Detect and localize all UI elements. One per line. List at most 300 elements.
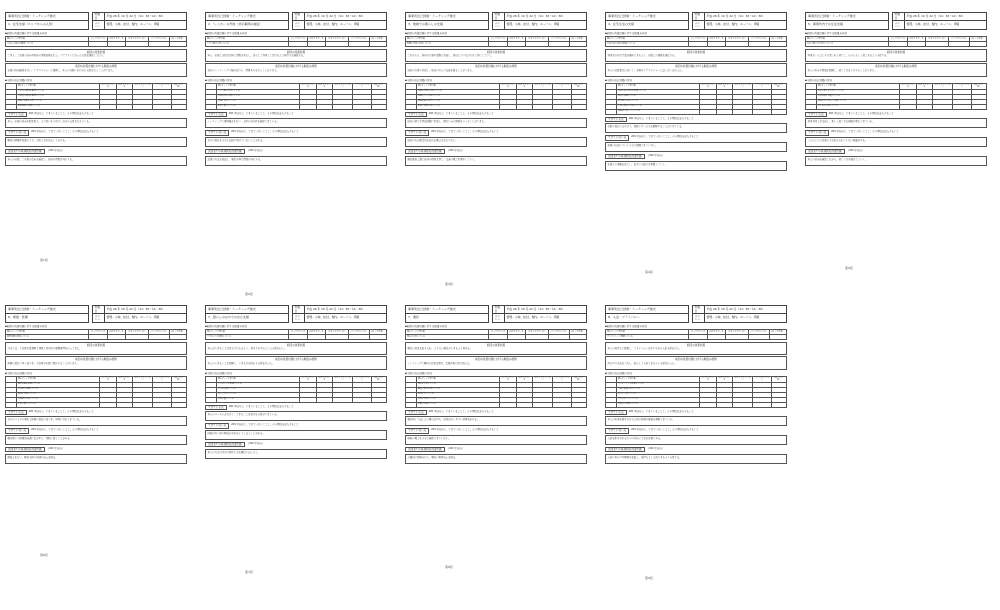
header-cell: あまりできていない <box>526 330 549 335</box>
table-cell <box>149 42 170 47</box>
todo-text: 地域の方が事業所を訪れる機会がまだ少ない。 <box>407 139 458 143</box>
header-cell: よくできている <box>700 83 716 89</box>
header-cell: DF（非実施） <box>769 37 786 42</box>
prev-result-caption: 前回の改善計画に対する取組み結果 <box>275 65 317 69</box>
table-cell: ケア方針を共有している <box>216 89 299 94</box>
next-text: 勉強会を行い、職員全体の知識の向上を図る。 <box>7 455 58 459</box>
date-value: 平成 26 年 10 月 22 日（11：30〜14：30） <box>306 306 365 311</box>
member-row <box>292 21 387 30</box>
header-cell: ほぼできている <box>307 37 326 42</box>
next-text: 運営推進会議で地域の情報を得て、交流の機会を増やしていく。 <box>407 157 477 161</box>
next-text: 家族との連絡を密にし、在宅での様子を把握していく。 <box>607 162 668 166</box>
member-label: メンバー <box>893 21 905 29</box>
table-cell: 役割を持てるよう支援している <box>816 99 899 104</box>
todo-box <box>405 435 587 445</box>
table-cell <box>926 42 949 47</box>
done-header <box>605 410 787 415</box>
todo-note: 200 字以内で、できていないことと、その理由を記入すること <box>431 428 499 432</box>
header-right <box>692 12 787 30</box>
table-cell <box>907 42 926 47</box>
todo-box <box>5 137 187 147</box>
table-cell <box>349 42 370 47</box>
done-text: ミーティングで事例検討を行い、支援の方向性を確認できている。 <box>207 120 279 124</box>
todo-text: 研修の機会を十分に確保できていない。 <box>407 437 451 441</box>
header-cell: よくできている <box>100 83 116 89</box>
done-header <box>5 410 187 415</box>
prev-eval-table <box>205 329 387 340</box>
prev-plan-text: これからも、地域の行事や活動に参加し、地域とのつながりを大切にしていく。 <box>407 53 494 57</box>
date-row <box>92 305 187 314</box>
table-cell <box>171 104 186 109</box>
header-cell: ほぼできている <box>307 330 326 335</box>
table-cell <box>307 42 326 47</box>
table-cell <box>316 397 332 402</box>
date-row <box>292 305 387 314</box>
prev-plan-box <box>605 49 787 62</box>
table-cell <box>769 42 786 47</box>
table-cell <box>549 42 570 47</box>
header-cell: 個人チェック集計数 <box>16 83 99 89</box>
table-cell: 理念を共有している <box>406 335 489 340</box>
header-cell: あまりできていない <box>333 376 353 382</box>
checkbox-cell <box>606 402 617 407</box>
table-cell: 地域の方と交流している <box>416 94 499 99</box>
done-box <box>605 123 787 133</box>
table-row <box>406 42 587 47</box>
table-cell <box>549 335 570 340</box>
table-cell: 職員の意見を聞いている <box>416 387 499 392</box>
header-cell: ほぼできている <box>316 376 332 382</box>
header-cell: 個人チェック集計数 <box>616 83 699 89</box>
todo-note: 200 字以内で、できていないことと、その理由を記入すること <box>631 135 699 139</box>
date-row <box>492 12 587 21</box>
table-cell <box>553 104 571 109</box>
table-cell <box>116 104 132 109</box>
table-cell: 地域の行事に参加している <box>416 89 499 94</box>
prev-eval-table <box>605 36 787 47</box>
header-left <box>5 305 89 323</box>
header-cell: 全くできていない <box>749 330 770 335</box>
prev-result-caption: 前回の改善計画に対する取組み結果 <box>75 65 117 69</box>
doc-title: 事業所自己評価・ミーティング様式 <box>205 12 289 21</box>
next-box <box>605 161 787 171</box>
header-cell: あまりできていない <box>733 376 753 382</box>
table-cell <box>507 335 526 340</box>
table-row <box>406 335 587 340</box>
header-cell: DF（非実施） <box>969 37 986 42</box>
date-row <box>292 12 387 21</box>
header-cell: あまりできていない <box>126 330 149 335</box>
member-label: メンバー <box>693 21 705 29</box>
sheet-theme: 1．在宅支援（エリアからの入所） <box>5 21 89 30</box>
prev-plan-caption: 前回の改善計画 <box>286 50 306 54</box>
sheet-header <box>5 305 187 323</box>
table-cell: 家族に報告している <box>216 104 299 109</box>
checkbox-cell <box>406 402 417 407</box>
table-cell: 情報を公開している <box>416 402 499 407</box>
header-cell: 個人チェック集計数 <box>6 330 89 335</box>
todo-note: 200 字以内で、できていないことと、その理由を記入すること <box>31 130 99 134</box>
table-cell: 羞恥心に配慮している <box>616 402 699 407</box>
next-box <box>205 156 387 166</box>
table-row <box>6 104 187 109</box>
date-row <box>692 12 787 21</box>
done-label: できている点 <box>405 410 427 415</box>
header-cell: 個人チェック集計数 <box>16 376 99 382</box>
prev-plan-caption: 前回の改善計画 <box>686 50 706 54</box>
table-cell: 研修を行っている <box>416 392 499 397</box>
next-text: 計画的に研修を行い、職員の資質向上を図る。 <box>407 455 458 459</box>
header-cell: DF（非実施） <box>769 330 786 335</box>
done-box <box>405 118 587 128</box>
header-cell: 個人チェック集計数 <box>616 376 699 382</box>
next-note: （200 字以内） <box>846 149 864 153</box>
next-text: 記録の方法を見直し、職員全体で情報を共有する。 <box>207 157 263 161</box>
checkbox-cell <box>406 104 417 109</box>
page-number: 第6回 <box>40 553 48 557</box>
date-row <box>692 305 787 314</box>
date-value: 平成 26 年 10 月 22 日（11：30〜14：30） <box>106 13 165 18</box>
checkbox-cell <box>206 104 217 109</box>
done-note: 200 字以内で、できていることと、その理由を記入すること <box>228 404 294 408</box>
header-cell: あまりできていない <box>126 37 149 42</box>
checkbox-cell <box>6 104 17 109</box>
todo-label: できていない点 <box>805 130 829 135</box>
done-text: 地域の祭りや清掃活動に参加し、顔なじみの関係をつくることができた。 <box>407 120 487 124</box>
header-cell: よくできている <box>500 376 516 382</box>
prev-plan-caption: 前回の改善計画 <box>486 343 506 347</box>
prev-plan-text: ご本人・ご家族の意向や地域の情報収集を行う。ケアプランに沿った支援を継続して行う。 <box>7 53 106 57</box>
header-cell: 個人チェック集計数 <box>416 376 499 382</box>
table-row <box>6 42 187 47</box>
header-right <box>692 305 787 323</box>
next-note: （200 字以内） <box>646 447 664 451</box>
table-cell <box>289 335 308 340</box>
header-cell: よくできている <box>89 37 108 42</box>
todo-label: できていない点 <box>5 428 29 433</box>
prev-plan-box <box>5 342 187 355</box>
done-header <box>805 112 987 117</box>
next-box <box>405 156 587 166</box>
next-note: （200 字以内） <box>246 149 264 153</box>
todo-label: できていない点 <box>405 428 429 433</box>
prev-plan-box <box>805 49 987 62</box>
table-cell <box>533 104 553 109</box>
prev-result-text: 本人のできることを把握し、できる力を活かす支援を行った。 <box>207 361 275 365</box>
next-text: 本人の状態、ご家族の意向を確認し、地域の情報を共有する。 <box>7 157 75 161</box>
section-now-heading: ◆今回の自己評価の状況 <box>605 78 632 82</box>
table-cell <box>149 335 170 340</box>
table-cell <box>371 397 386 402</box>
sheet-header <box>805 12 987 30</box>
table-cell <box>771 109 786 114</box>
todo-note: 200 字以内で、できていないことと、その理由を記入すること <box>431 130 499 134</box>
table-cell <box>89 42 108 47</box>
now-eval-table <box>405 83 587 110</box>
table-cell <box>316 104 332 109</box>
header-cell: あまりできていない <box>533 376 553 382</box>
table-cell: 服薬を管理している <box>16 392 99 397</box>
prev-eval-table <box>805 36 987 47</box>
table-cell: プライバシーに配慮している <box>606 335 689 340</box>
done-header <box>405 112 587 117</box>
table-cell <box>971 104 986 109</box>
table-cell <box>126 335 149 340</box>
sheet-header <box>605 12 787 30</box>
table-cell <box>369 42 386 47</box>
done-text: 本人のペースに合わせて、できることを見守る支援ができている。 <box>207 413 280 417</box>
section-now-heading: ◆今回の自己評価の状況 <box>205 78 232 82</box>
table-cell <box>571 104 586 109</box>
table-cell: ご本人の意向を確認している <box>6 42 89 47</box>
table-cell: ご家族の意向を確認している <box>16 94 99 99</box>
doc-title: 事業所自己評価・ミーティング様式 <box>605 305 689 314</box>
done-box <box>5 416 187 426</box>
table-cell <box>169 42 186 47</box>
done-label: できている点 <box>205 112 227 117</box>
header-cell: DF（非実施） <box>569 330 586 335</box>
prev-plan-caption: 前回の改善計画 <box>86 50 106 54</box>
next-box <box>205 449 387 459</box>
header-cell: あまりできていない <box>533 83 553 89</box>
done-note: 200 字以内で、できていることと、その理由を記入すること <box>428 111 494 115</box>
header-cell: DF（非実施） <box>569 37 586 42</box>
todo-text: 夜間の状況について十分に把握できていない。 <box>607 144 658 148</box>
done-label: できている点 <box>805 112 827 117</box>
table-cell <box>716 109 732 114</box>
prev-plan-caption: 前回の改善計画 <box>86 343 106 347</box>
header-cell: ほぼできている <box>716 376 732 382</box>
done-text: 職員同士で話し合う機会を持ち、意見を出しやすい雰囲気がある。 <box>407 418 480 422</box>
header-cell: ほぼできている <box>707 37 726 42</box>
next-box <box>405 454 587 464</box>
next-box <box>5 156 187 166</box>
table-cell <box>753 109 771 114</box>
sheet-header <box>405 12 587 30</box>
member-label: メンバー <box>293 21 305 29</box>
section-prev-heading: ◆前回の改善計画に対する取組み状況 <box>205 325 247 328</box>
table-cell <box>700 402 716 407</box>
table-row <box>206 42 387 47</box>
member-row <box>692 314 787 323</box>
header-cell: ほぼできている <box>116 83 132 89</box>
header-cell: よくできている <box>900 83 916 89</box>
exec-label: 実施日 <box>93 13 105 20</box>
prev-result-box <box>605 356 787 369</box>
now-eval-table <box>805 83 987 110</box>
todo-box <box>405 137 587 147</box>
prev-plan-text: 利用者の在宅生活が継続できるよう、家族との連携を強化する。 <box>607 53 677 57</box>
table-cell <box>307 335 326 340</box>
section-prev-heading: ◆前回の改善計画に対する取組み状況 <box>205 32 247 35</box>
next-header <box>605 154 787 159</box>
table-cell <box>133 402 153 407</box>
member-list: 管理、小林、松村、堀内、ホーソン、伊藤 <box>106 22 160 27</box>
done-text: 利用者同士が交流し、楽しく過ごせる場面が増えてきている。 <box>807 120 875 124</box>
header-cell: よくできている <box>289 37 308 42</box>
table-cell <box>749 42 770 47</box>
doc-title: 事業所自己評価・ミーティング様式 <box>5 12 89 21</box>
member-row <box>492 314 587 323</box>
prev-result-text: 声かけの方法を工夫し、安心して入浴できるよう支援を行った。 <box>607 361 677 365</box>
date-row <box>492 305 587 314</box>
next-label: 次回までの具体的な改善計画 <box>205 442 245 447</box>
prev-result-caption: 前回の改善計画に対する取組み結果 <box>475 65 517 69</box>
prev-result-box <box>805 63 987 76</box>
doc-title: 事業所自己評価・ミーティング様式 <box>405 12 489 21</box>
table-cell <box>333 104 353 109</box>
sheet-header <box>205 12 387 30</box>
evaluation-sheet <box>205 12 387 166</box>
now-eval-table <box>205 83 387 110</box>
table-cell <box>171 402 186 407</box>
prev-plan-text: 利用者一人ひとりの思いを大切にし、その人らしく過ごせるよう支援する。 <box>807 53 889 57</box>
done-header <box>605 117 787 122</box>
header-cell: よくできている <box>689 37 708 42</box>
prev-result-caption: 前回の改善計画に対する取組み結果 <box>75 358 117 362</box>
date-value: 平成 26 年 10 月 22 日（11：30〜14：30） <box>906 13 965 18</box>
header-cell: DF（非実施） <box>171 376 186 382</box>
member-row <box>292 314 387 323</box>
header-cell: 全くできていない <box>949 37 970 42</box>
sheet-header <box>5 12 187 30</box>
header-cell: ほぼできている <box>907 37 926 42</box>
table-row <box>606 109 787 114</box>
header-cell: 全くできていない <box>349 330 370 335</box>
next-box <box>605 454 787 464</box>
todo-note: 200 字以内で、できていないことと、その理由を記入すること <box>831 130 899 134</box>
prev-plan-text: 今までは、主治医や看護師と連携し利用者の健康管理を行ってきた。 <box>7 346 82 350</box>
header-cell: よくできている <box>689 330 708 335</box>
table-row <box>606 42 787 47</box>
table-cell: 主治医と連携している <box>16 387 99 392</box>
header-cell: 全くできていない <box>149 37 170 42</box>
table-cell <box>349 335 370 340</box>
member-list: 管理、小林、松村、堀内、ホーソン、伊藤 <box>506 22 560 27</box>
next-label: 次回までの具体的な改善計画 <box>205 149 245 154</box>
member-label: メンバー <box>693 314 705 322</box>
next-note: （200 字以内） <box>446 149 464 153</box>
todo-label: できていない点 <box>5 130 29 135</box>
done-note: 200 字以内で、できていることと、その理由を記入すること <box>428 409 494 413</box>
header-cell: 個人チェック集計数 <box>806 37 889 42</box>
todo-box <box>205 430 387 440</box>
todo-header <box>805 130 987 135</box>
sheet-theme: 3．地域での暮らしの支援 <box>405 21 489 30</box>
prev-result-caption: 前回の改善計画に対する取組み結果 <box>475 358 517 362</box>
member-list: 管理、小林、松村、堀内、ホーソン、伊藤 <box>306 315 360 320</box>
member-row <box>892 21 987 30</box>
header-cell: よくできている <box>289 330 308 335</box>
table-cell: 関係機関と連携している <box>16 104 99 109</box>
exec-label: 実施日 <box>293 306 305 313</box>
member-list: 管理、小林、松村、堀内、ホーソン、伊藤 <box>506 315 560 320</box>
done-label: できている点 <box>605 117 627 122</box>
evaluation-sheet <box>605 12 787 171</box>
checkbox-cell <box>806 104 817 109</box>
header-left <box>205 12 289 30</box>
page-number: 第8回 <box>445 565 453 569</box>
header-left <box>405 305 489 323</box>
next-header <box>405 447 587 452</box>
sheet-theme: 7．暮らしのなかでの自立支援 <box>205 314 289 323</box>
table-cell <box>569 335 586 340</box>
done-box <box>805 118 987 128</box>
done-label: できている点 <box>5 112 27 117</box>
table-cell: 家族と連携している <box>616 94 699 99</box>
header-cell: 全くできていない <box>549 37 570 42</box>
section-prev-heading: ◆前回の改善計画に対する取組み状況 <box>805 32 847 35</box>
header-cell: 全くできていない <box>549 330 570 335</box>
todo-text: 職員の経験や知識により、対応に差が出ることがある。 <box>7 139 68 143</box>
todo-header <box>205 130 387 135</box>
done-box <box>605 416 787 426</box>
header-cell: ほぼできている <box>107 37 126 42</box>
header-cell: あまりできていない <box>933 83 953 89</box>
next-label: 次回までの具体的な改善計画 <box>405 447 445 452</box>
table-cell: 見守りを行っている <box>216 392 299 397</box>
header-cell: あまりできていない <box>526 37 549 42</box>
next-header <box>5 149 187 154</box>
todo-text: 時間がない時に職員が手を出してしまうことがある。 <box>207 432 265 436</box>
table-cell: ご本人の意向を確認している <box>16 89 99 94</box>
member-list: 管理、小林、松村、堀内、ホーソン、伊藤 <box>106 315 160 320</box>
table-row <box>206 104 387 109</box>
table-cell: 緊急時に対応している <box>616 99 699 104</box>
now-eval-table <box>605 376 787 408</box>
section-prev-heading: ◆前回の改善計画に対する取組み状況 <box>5 325 47 328</box>
table-row <box>606 402 787 407</box>
header-right <box>92 305 187 323</box>
doc-title: 事業所自己評価・ミーティング様式 <box>605 12 689 21</box>
section-prev-heading: ◆前回の改善計画に対する取組み状況 <box>605 32 647 35</box>
evaluation-sheet <box>805 12 987 166</box>
header-cell: 個人チェック集計数 <box>216 83 299 89</box>
member-list: 管理、小林、松村、堀内、ホーソン、伊藤 <box>706 22 760 27</box>
todo-text: 一人ひとりの希望に十分応えられていない場面がある。 <box>807 139 868 143</box>
date-value: 平成 26 年 10 月 22 日（11：30〜14：30） <box>706 306 765 311</box>
header-left <box>805 12 889 30</box>
table-cell: 本人の思いを大切にしている <box>816 89 899 94</box>
table-cell <box>689 42 708 47</box>
table-cell: 楽しみを支援している <box>816 104 899 109</box>
done-label: できている点 <box>5 410 27 415</box>
table-cell: 在宅生活の状況を把握している <box>616 89 699 94</box>
table-cell <box>489 335 508 340</box>
table-cell <box>500 104 516 109</box>
table-cell <box>89 335 108 340</box>
next-header <box>805 149 987 154</box>
member-label: メンバー <box>493 314 505 322</box>
prev-result-text: 地域の行事へ参加し、地域の方との交流を図ることができた。 <box>407 68 475 72</box>
todo-header <box>605 428 787 433</box>
section-prev-heading: ◆前回の改善計画に対する取組み状況 <box>605 325 647 328</box>
table-cell: ケア方針を共有している <box>206 42 289 47</box>
next-box <box>5 454 187 464</box>
table-cell <box>369 335 386 340</box>
todo-text: 入浴を拒否される方への対応に工夫が必要である。 <box>607 437 663 441</box>
header-cell: DF（非実施） <box>771 83 786 89</box>
table-row <box>806 104 987 109</box>
sheet-header <box>205 305 387 323</box>
section-now-heading: ◆今回の自己評価の状況 <box>5 371 32 375</box>
next-label: 次回までの具体的な改善計画 <box>405 149 445 154</box>
prev-plan-text: 職員の意見を取り入れ、より良い運営ができるよう努める。 <box>407 346 473 350</box>
todo-label: できていない点 <box>605 135 629 140</box>
member-row <box>92 314 187 323</box>
header-cell: 全くできていない <box>349 37 370 42</box>
exec-label: 実施日 <box>93 306 105 313</box>
